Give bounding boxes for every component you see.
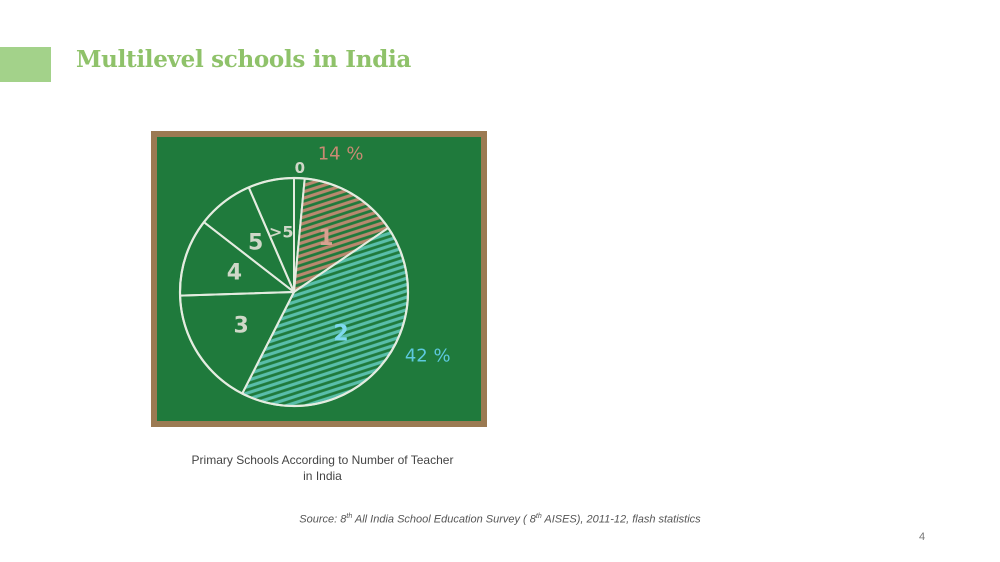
caption-line-1: Primary Schools According to Number of Teacher <box>191 453 454 467</box>
slice-value-label-2: 42 % <box>404 345 451 367</box>
source-text-3: AISES), 2011-12, flash statistics <box>541 513 701 526</box>
chalkboard-figure <box>151 131 487 427</box>
source-sup-2: th <box>535 513 542 520</box>
slice-label-4: 4 <box>226 260 243 286</box>
slice-label-gt5: >5 <box>269 222 294 242</box>
slice-label-1: 1 <box>318 226 334 251</box>
caption-line-2: in India <box>303 469 342 483</box>
slice-label-2: 2 <box>333 321 349 347</box>
slice-label-0: 0 <box>294 159 306 178</box>
figure-caption <box>170 452 475 484</box>
source-text-2: All India School Education Survey ( 8 <box>352 513 536 526</box>
source-note <box>220 513 780 526</box>
slice-label-5: 5 <box>247 230 264 256</box>
pie-chart <box>151 131 487 427</box>
source-text-1: Source: 8 <box>299 513 347 526</box>
page-number: 4 <box>918 531 926 543</box>
slide-title: Multilevel schools in India <box>76 46 412 73</box>
source-sup-1: th <box>346 513 353 520</box>
title-accent-bar <box>0 47 51 82</box>
slice-value-label-1: 14 % <box>317 143 364 165</box>
slice-label-3: 3 <box>233 313 249 339</box>
